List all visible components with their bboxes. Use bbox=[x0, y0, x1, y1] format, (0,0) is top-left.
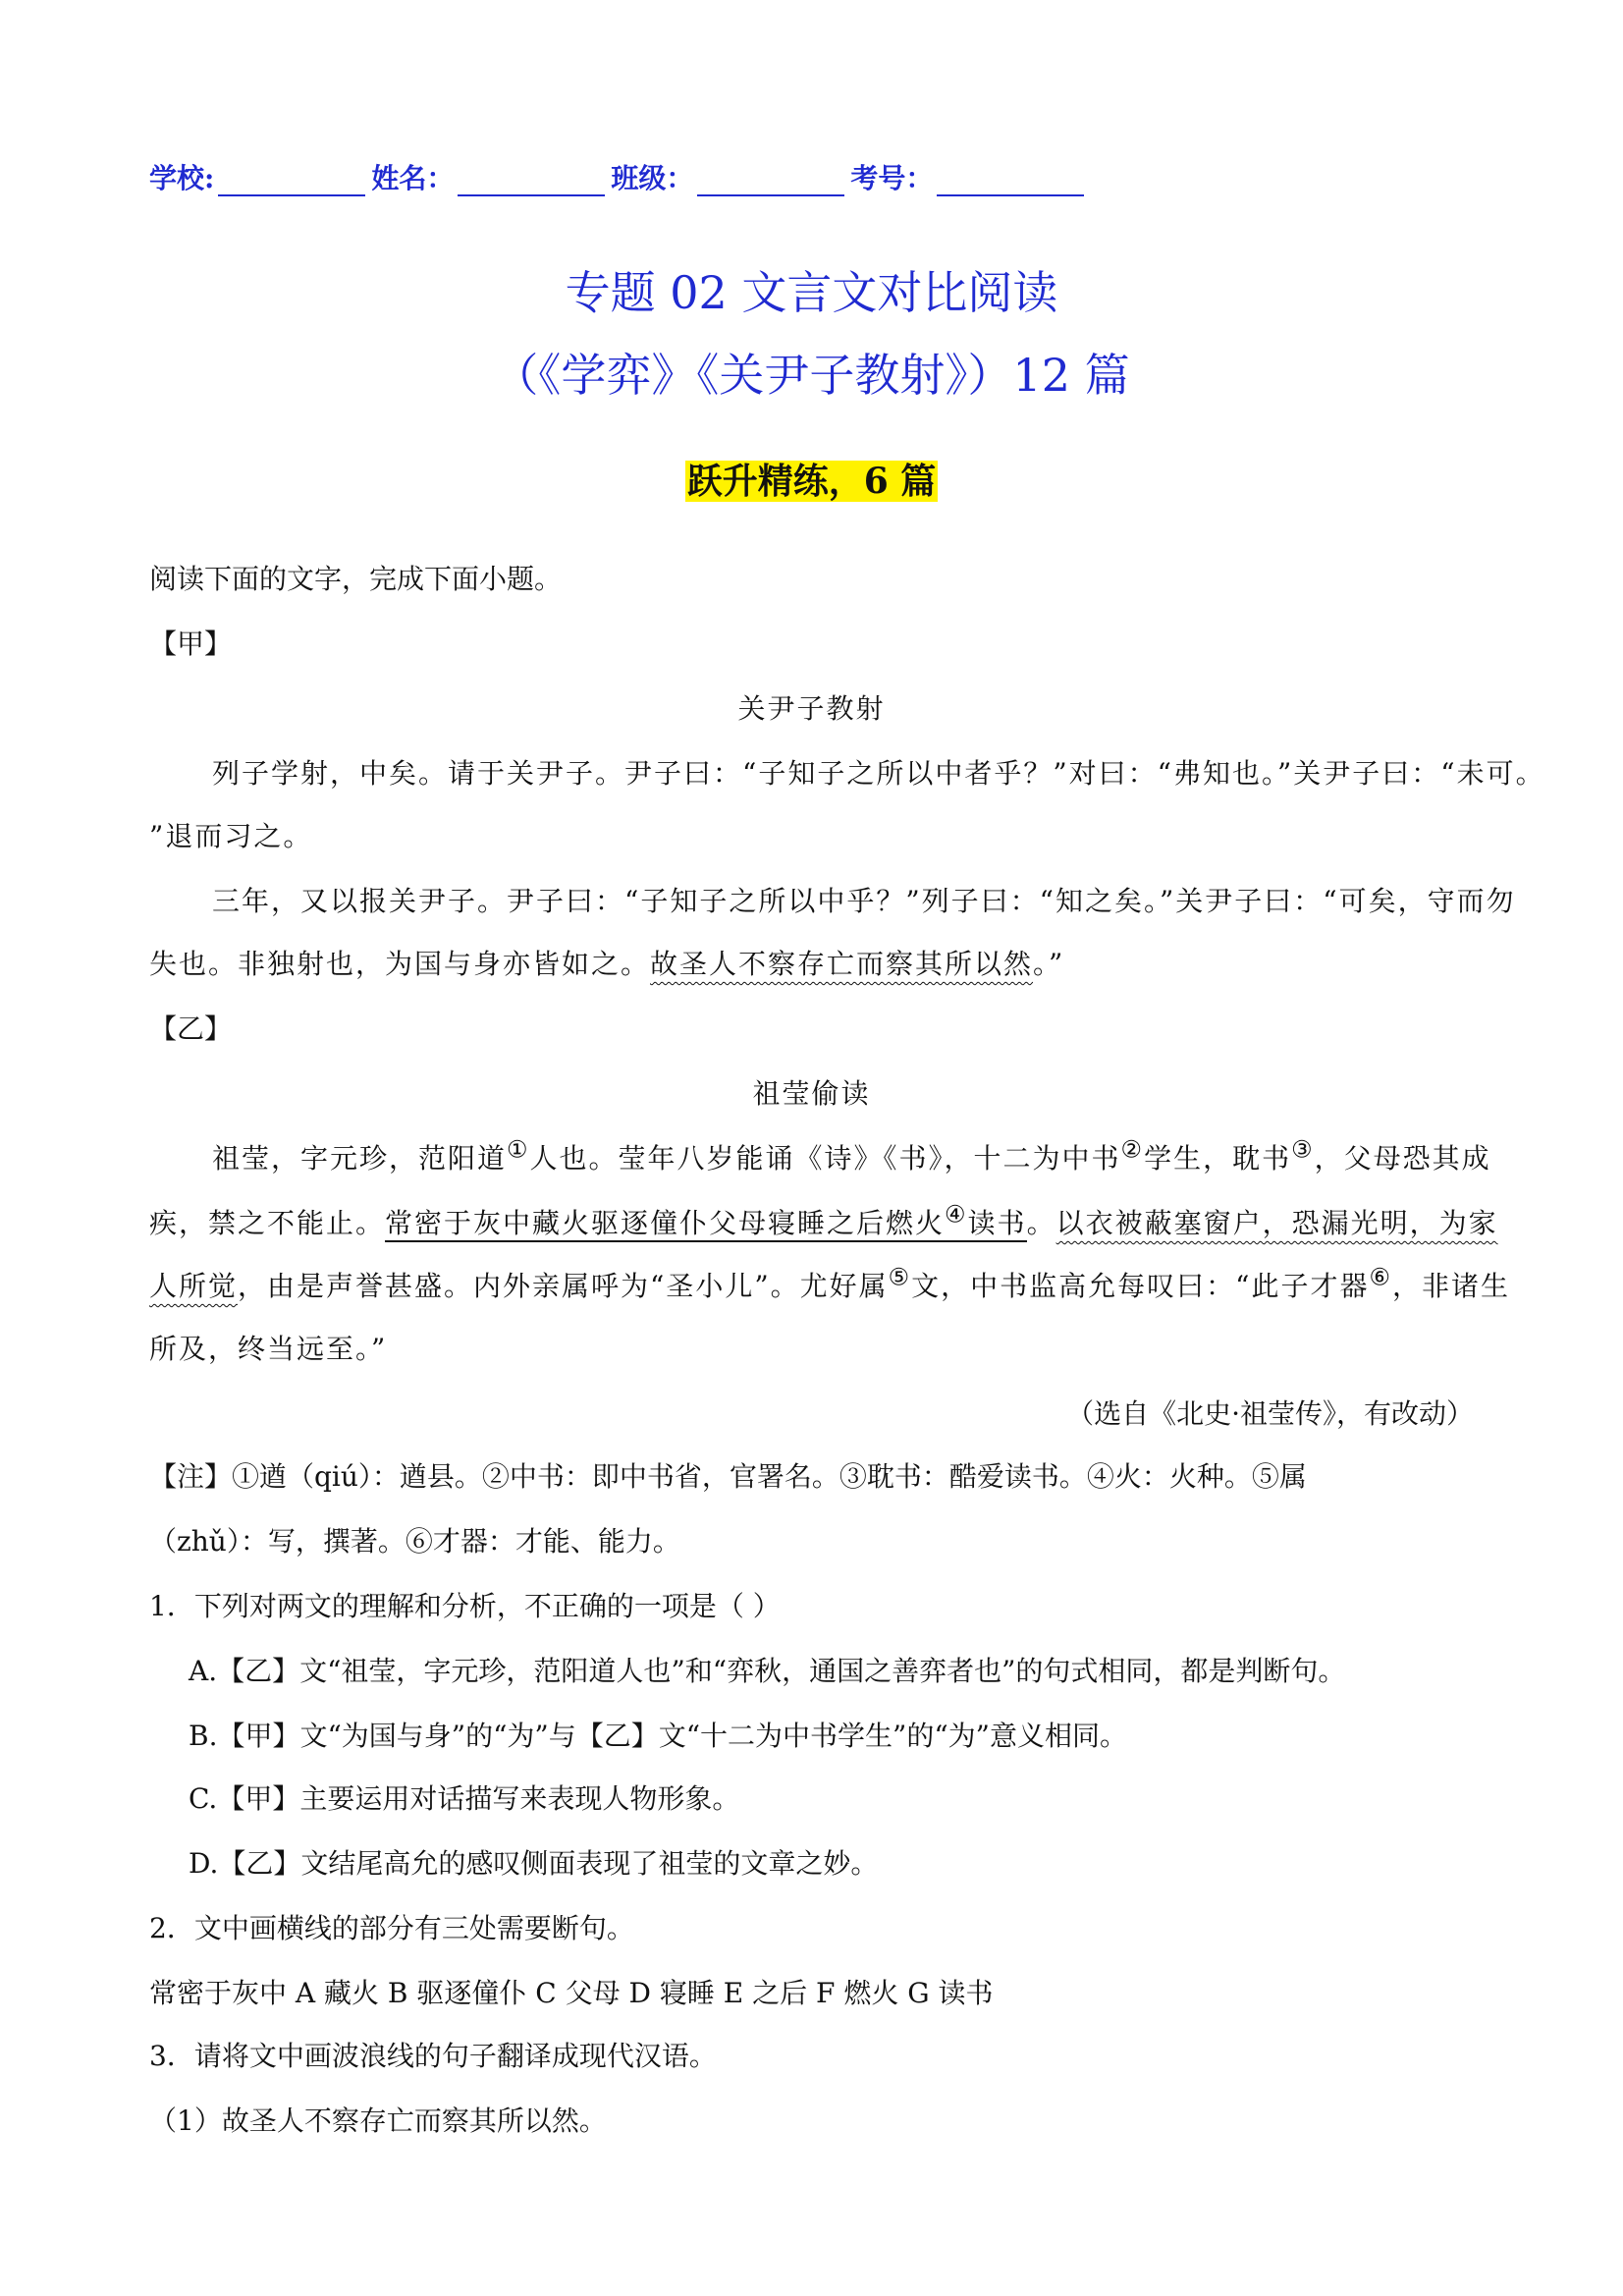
name-label: 姓名： bbox=[371, 162, 455, 194]
question-1: 1．下列对两文的理解和分析，不正确的一项是（ ） bbox=[149, 1590, 781, 1622]
question-1-option-a[interactable]: A.【乙】文“祖莹，字元珍，范阳道人也”和“弈秋，通国之善弈者也”的句式相同，都是判断句。 bbox=[189, 1655, 1346, 1687]
passage-a-marker: 【甲】 bbox=[149, 628, 233, 660]
passage-b-text: 。 bbox=[1026, 1207, 1056, 1239]
exam-number-blank[interactable] bbox=[937, 165, 1084, 196]
footnote-marker: ③ bbox=[1291, 1135, 1315, 1164]
section-subtitle bbox=[0, 454, 1623, 504]
wavy-underlined-sentence-end: 人所觉 bbox=[149, 1270, 239, 1302]
name-blank[interactable] bbox=[458, 165, 605, 196]
exam-number-label: 考号： bbox=[850, 162, 934, 194]
question-3: 3．请将文中画波浪线的句子翻译成现代汉语。 bbox=[149, 2040, 717, 2072]
passage-b-text: 学生，耽书 bbox=[1144, 1142, 1292, 1175]
section-subtitle-text: 跃升精练，6 篇 bbox=[686, 461, 937, 502]
passage-b-source: （选自《北史·祖莹传》，有改动） bbox=[1066, 1397, 1474, 1430]
passage-a-text: 失也。非独射也，为国与身亦皆如之。 bbox=[149, 948, 651, 980]
passage-b-line3 bbox=[149, 1263, 1511, 1306]
instruction-text: 阅读下面的文字，完成下面小题。 bbox=[149, 563, 563, 595]
passage-a-paragraph2-line1: 三年，又以报关尹子。尹子曰：“子知子之所以中乎？”列子曰：“知之矣。”关尹子曰：“可矣，守而勿 bbox=[212, 885, 1516, 917]
question-1-option-c[interactable]: C.【甲】主要运用对话描写来表现人物形象。 bbox=[189, 1782, 740, 1815]
class-blank[interactable] bbox=[697, 165, 844, 196]
passage-b-line4: 所及，终当远至。” bbox=[149, 1333, 388, 1365]
page-title-line2: （《学弈》《关尹子教射》）12 篇 bbox=[493, 349, 1130, 402]
passage-b-line2 bbox=[149, 1200, 1498, 1243]
underlined-text: 常密于灰中藏火驱逐僮仆父母寝睡之后燃火 bbox=[385, 1207, 946, 1239]
school-label: 学校: bbox=[149, 162, 215, 194]
footnote-marker: ⑤ bbox=[888, 1263, 912, 1291]
notes-line2: （zhǔ）：写，撰著。⑥才器：才能、能力。 bbox=[149, 1525, 680, 1558]
page-title: 专题 02 文言文对比阅读 bbox=[565, 266, 1058, 319]
wavy-underlined-sentence: 以衣被蔽塞窗户，恐漏光明，为家 bbox=[1055, 1207, 1498, 1239]
footnote-marker: ④ bbox=[945, 1200, 968, 1229]
underlined-passage bbox=[385, 1200, 1027, 1242]
question-2-text: 常密于灰中 A 藏火 B 驱逐僮仆 C 父母 D 寝睡 E 之后 F 燃火 G 读书 bbox=[149, 1977, 994, 2009]
passage-a-paragraph1-line1: 列子学射，中矣。请于关尹子。尹子曰：“子知子之所以中者乎？”对曰：“弗知也。”关尹子曰：“未可。 bbox=[212, 757, 1545, 790]
footnote-marker: ② bbox=[1120, 1135, 1145, 1164]
passage-b-text: 祖莹，字元珍，范阳道 bbox=[212, 1142, 508, 1175]
question-3-item-1: （1）故圣人不察存亡而察其所以然。 bbox=[149, 2105, 607, 2137]
question-1-option-d[interactable]: D.【乙】文结尾高允的感叹侧面表现了祖莹的文章之妙。 bbox=[189, 1847, 879, 1880]
passage-a-paragraph2-line2 bbox=[149, 945, 1064, 984]
footnote-marker: ① bbox=[507, 1135, 530, 1164]
passage-a-title: 关尹子教射 bbox=[737, 692, 886, 725]
footnote-marker: ⑥ bbox=[1369, 1263, 1393, 1291]
passage-b-text: 文，中书监高允每叹曰：“此子才器 bbox=[911, 1270, 1370, 1302]
school-blank[interactable] bbox=[218, 165, 365, 196]
passage-b-text: ，非诸生 bbox=[1392, 1270, 1511, 1302]
passage-a-text-end: 。” bbox=[1033, 948, 1065, 980]
student-info-line bbox=[149, 157, 1090, 196]
question-2: 2．文中画横线的部分有三处需要断句。 bbox=[149, 1912, 634, 1944]
passage-b-text: 人也。莹年八岁能诵《诗》《书》，十二为中书 bbox=[529, 1142, 1121, 1175]
passage-a-paragraph1-line2: ”退而习之。 bbox=[149, 820, 313, 852]
notes-line1: 【注】①遒（qiú）：遒县。②中书：即中书省，官署名。③耽书：酷爱读书。④火：火种。⑤属 bbox=[149, 1460, 1307, 1493]
wavy-underlined-sentence: 故圣人不察存亡而察其所以然 bbox=[650, 948, 1034, 980]
class-label: 班级： bbox=[611, 162, 694, 194]
passage-b-text: ，由是声誉甚盛。内外亲属呼为“圣小儿”。尤好属 bbox=[238, 1270, 889, 1302]
passage-b-text: 疾，禁之不能止。 bbox=[149, 1207, 386, 1239]
passage-b-title: 祖莹偷读 bbox=[752, 1077, 871, 1110]
passage-b-marker: 【乙】 bbox=[149, 1012, 233, 1045]
passage-b-line1 bbox=[212, 1135, 1491, 1178]
underlined-text: 读书 bbox=[967, 1207, 1027, 1239]
passage-b-text: ，父母恐其成 bbox=[1314, 1142, 1491, 1175]
question-1-option-b[interactable]: B.【甲】文“为国与身”的“为”与【乙】文“十二为中书学生”的“为”意义相同。 bbox=[189, 1720, 1127, 1752]
